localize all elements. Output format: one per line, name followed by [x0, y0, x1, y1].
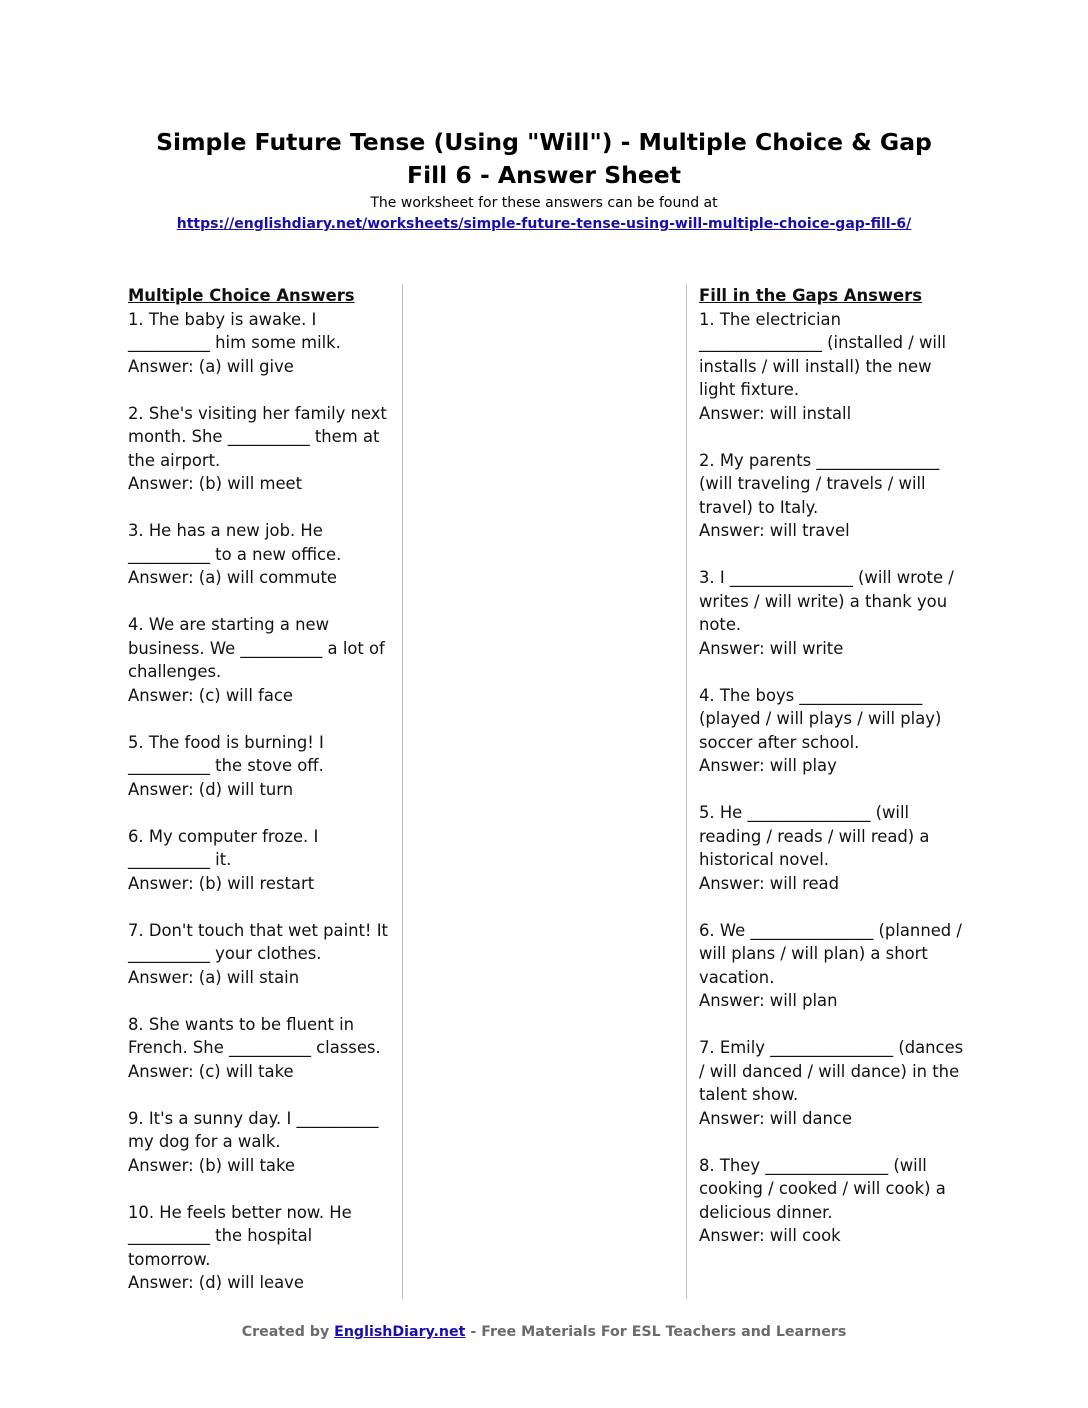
- gap-answer: Answer: will plan: [699, 991, 838, 1010]
- mc-answer: Answer: (b) will meet: [128, 474, 303, 493]
- footer-site-link[interactable]: EnglishDiary.net: [334, 1324, 466, 1340]
- worksheet-link[interactable]: https://englishdiary.net/worksheets/simple-future-tense-using-will-multiple-choice-gap-fill-6/: [176, 216, 912, 232]
- mc-answer: Answer: (b) will restart: [128, 873, 315, 893]
- gap-item: [699, 1154, 969, 1248]
- mc-item: [128, 825, 396, 896]
- footer-prefix: Created by: [241, 1324, 335, 1340]
- gap-item: [699, 566, 969, 660]
- mc-item: [128, 919, 396, 990]
- gap-answer: Answer: will install: [699, 403, 852, 423]
- gap-answer: Answer: will dance: [699, 1108, 853, 1128]
- mc-answer: Answer: (d) will turn: [128, 779, 294, 799]
- footer: [0, 1322, 1088, 1342]
- gap-question: 8. They _______________ (will cooking / cooked / will cook) a delicious dinner.: [699, 1155, 946, 1222]
- mc-question: 2. She's visiting her family next month. She __________ them at the airport.: [128, 403, 387, 470]
- page-subtitle: The worksheet for these answers can be found at: [370, 195, 718, 211]
- gap-answer: Answer: will write: [699, 638, 844, 658]
- page-title: Simple Future Tense (Using "Will") - Multiple Choice & Gap Fill 6 - Answer Sheet: [156, 128, 932, 189]
- mc-item: [128, 402, 396, 496]
- gap-item: [699, 449, 969, 543]
- gap-answer: Answer: will read: [699, 873, 840, 893]
- mc-item: [128, 613, 396, 707]
- gap-item: [699, 801, 969, 895]
- gap-answer: Answer: will cook: [699, 1226, 841, 1245]
- mc-item: [128, 1201, 396, 1295]
- mc-answer: Answer: (b) will take: [128, 1155, 295, 1175]
- column-divider-left: [402, 284, 403, 1299]
- mc-question: 4. We are starting a new business. We __________ a lot of challenges.: [128, 615, 385, 681]
- mc-question: 9. It's a sunny day. I __________ my dog for a walk.: [128, 1108, 379, 1151]
- mc-question: 7. Don't touch that wet paint! It __________ your clothes.: [128, 920, 388, 963]
- gap-question: 5. He _______________ (will reading / reads / will read) a historical novel.: [699, 803, 930, 869]
- mc-question: 3. He has a new job. He __________ to a new office.: [128, 521, 342, 564]
- gap-answer: Answer: will travel: [699, 521, 850, 540]
- multiple-choice-section: [128, 284, 396, 1318]
- gap-question: 2. My parents _______________ (will traveling / travels / will travel) to Italy.: [699, 450, 940, 517]
- gap-item: [699, 684, 969, 778]
- mc-item: [128, 308, 396, 379]
- gap-item: [699, 308, 969, 426]
- mc-question: 5. The food is burning! I __________ the stove off.: [128, 732, 324, 775]
- mc-answer: Answer: (a) will give: [128, 356, 294, 376]
- mc-answer: Answer: (d) will leave: [128, 1273, 304, 1292]
- gap-fill-section: [699, 284, 969, 1271]
- column-divider-right: [686, 284, 687, 1299]
- footer-suffix: - Free Materials For ESL Teachers and Learners: [465, 1324, 847, 1340]
- gap-question: 7. Emily _______________ (dances / will danced / will dance) in the talent show.: [699, 1038, 964, 1104]
- mc-answer: Answer: (a) will stain: [128, 967, 300, 987]
- gap-question: 4. The boys _______________ (played / will plays / will play) soccer after school.: [699, 685, 942, 752]
- mc-item: [128, 1013, 396, 1084]
- gap-question: 3. I _______________ (will wrote / writes / will write) a thank you note.: [699, 568, 954, 634]
- gap-question: 1. The electrician _______________ (installed / will installs / will install) the new light fixture.: [699, 309, 947, 399]
- mc-item: [128, 731, 396, 802]
- mc-answer: Answer: (c) will face: [128, 685, 294, 705]
- mc-answer: Answer: (c) will take: [128, 1061, 294, 1081]
- gap-item: [699, 1036, 969, 1130]
- mc-question: 6. My computer froze. I __________ it.: [128, 826, 319, 869]
- multiple-choice-heading: Multiple Choice Answers: [128, 286, 355, 305]
- mc-item: [128, 519, 396, 590]
- mc-item: [128, 1107, 396, 1178]
- mc-question: 8. She wants to be fluent in French. She __________ classes.: [128, 1014, 381, 1057]
- gap-item: [699, 919, 969, 1013]
- gap-answer: Answer: will play: [699, 756, 837, 775]
- mc-question: 10. He feels better now. He __________ the hospital tomorrow.: [128, 1202, 352, 1269]
- mc-answer: Answer: (a) will commute: [128, 568, 338, 587]
- gap-question: 6. We _______________ (planned / will plans / will plan) a short vacation.: [699, 920, 962, 987]
- mc-question: 1. The baby is awake. I __________ him some milk.: [128, 309, 341, 352]
- gap-fill-heading: Fill in the Gaps Answers: [699, 286, 922, 305]
